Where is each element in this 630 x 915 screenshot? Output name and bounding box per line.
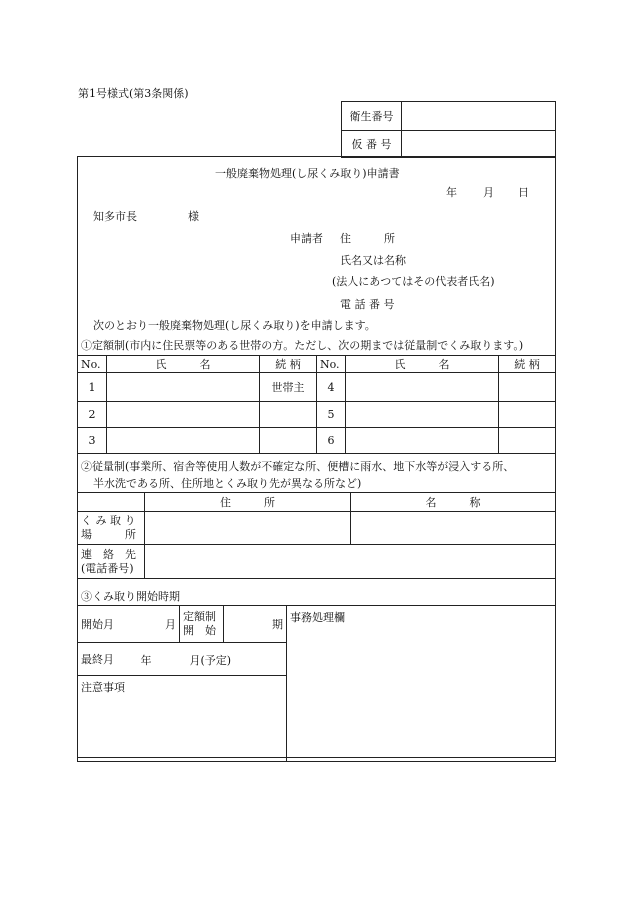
request-text: 次のとおり一般廃棄物処理(し尿くみ取り)を申請します。 [93,319,376,332]
pickup-address-field[interactable] [145,512,351,545]
section2-heading-line2: 半水洗である所、住所地とくみ取り先が異なる所など) [93,477,362,490]
row-number: 4 [317,373,346,402]
notes-area: 注意事項 [78,676,287,762]
last-month-label: 最終月 [78,643,125,676]
table-row [78,373,556,402]
col-header-name: 氏 名 [107,356,260,373]
registration-number-table [341,101,556,158]
pickup-location-table [77,492,556,579]
col-header-relation: 続 柄 [499,356,556,373]
household-members-table [77,355,556,454]
member-relation-field[interactable]: 世帯主 [260,373,317,402]
member-name-field[interactable] [346,428,499,454]
table-row [78,428,556,454]
pickup-name-field[interactable] [351,512,556,545]
member-relation-field[interactable] [260,428,317,454]
applicant-label: 申請者 [290,232,323,245]
section3-heading: ③くみ取り開始時期 [81,590,180,603]
row-number: 5 [317,402,346,428]
section1-heading: ①定額制(市内に住民票等のある世帯の方。ただし、次の期までは従量制でくみ取ります。) [81,339,524,352]
row-number: 6 [317,428,346,454]
blank-header-cell [78,493,145,512]
member-name-field[interactable] [346,402,499,428]
fixed-start-label: 定額制 開 始 [180,606,224,643]
temp-number-field[interactable] [402,131,556,158]
hygiene-number-field[interactable] [402,102,556,131]
fixed-start-period-field[interactable]: 期 [224,606,287,643]
member-name-field[interactable] [107,428,260,454]
member-relation-field[interactable] [260,402,317,428]
form-title: 一般廃棄物処理(し尿くみ取り)申請書 [215,167,400,180]
hygiene-number-label: 衛生番号 [342,102,402,131]
member-relation-field[interactable] [499,428,556,454]
temp-number-label: 仮 番 号 [342,131,402,158]
col-header-name: 名 称 [351,493,556,512]
date-year[interactable]: 年 [446,186,457,199]
applicant-representative-note: (法人にあつてはその代表者氏名) [332,275,495,288]
applicant-address-label[interactable]: 住 所 [340,232,395,245]
date-month[interactable]: 月 [483,186,494,199]
form-number: 第1号様式(第3条関係) [78,87,189,100]
last-month-unit: 月(予定) [189,654,232,667]
member-name-field[interactable] [346,373,499,402]
date-day[interactable]: 日 [518,186,529,199]
office-use-area: 事務処理欄 [287,606,556,762]
applicant-name-label[interactable]: 氏名又は名称 [340,254,406,267]
applicant-phone-label[interactable]: 電 話 番 号 [340,298,395,311]
member-name-field[interactable] [107,373,260,402]
table-row [78,402,556,428]
section2-heading-line1: ②従量制(事業所、宿舎等使用人数が不確定な所、便槽に雨水、地下水等が浸入する所、 [81,460,515,473]
pickup-place-label: く み 取 り 場 所 [78,512,145,545]
col-header-no: No. [317,356,346,373]
start-month-label: 開始月 [78,606,125,643]
row-number: 3 [78,428,107,454]
member-name-field[interactable] [107,402,260,428]
col-header-no: No. [78,356,107,373]
col-header-relation: 続 柄 [260,356,317,373]
col-header-name: 氏 名 [346,356,499,373]
last-year-unit: 年 [140,654,152,667]
row-number: 2 [78,402,107,428]
addressee-name: 知多市長 [93,210,137,223]
contact-label: 連 絡 先 (電話番号) [78,545,145,579]
member-relation-field[interactable] [499,373,556,402]
row-number: 1 [78,373,107,402]
col-header-address: 住 所 [145,493,351,512]
start-month-field[interactable]: 月 [125,606,180,643]
addressee-honorific: 様 [188,210,199,223]
member-relation-field[interactable] [499,402,556,428]
pickup-schedule-table [77,605,556,762]
last-month-field[interactable] [125,643,287,676]
contact-phone-field[interactable] [145,545,556,579]
